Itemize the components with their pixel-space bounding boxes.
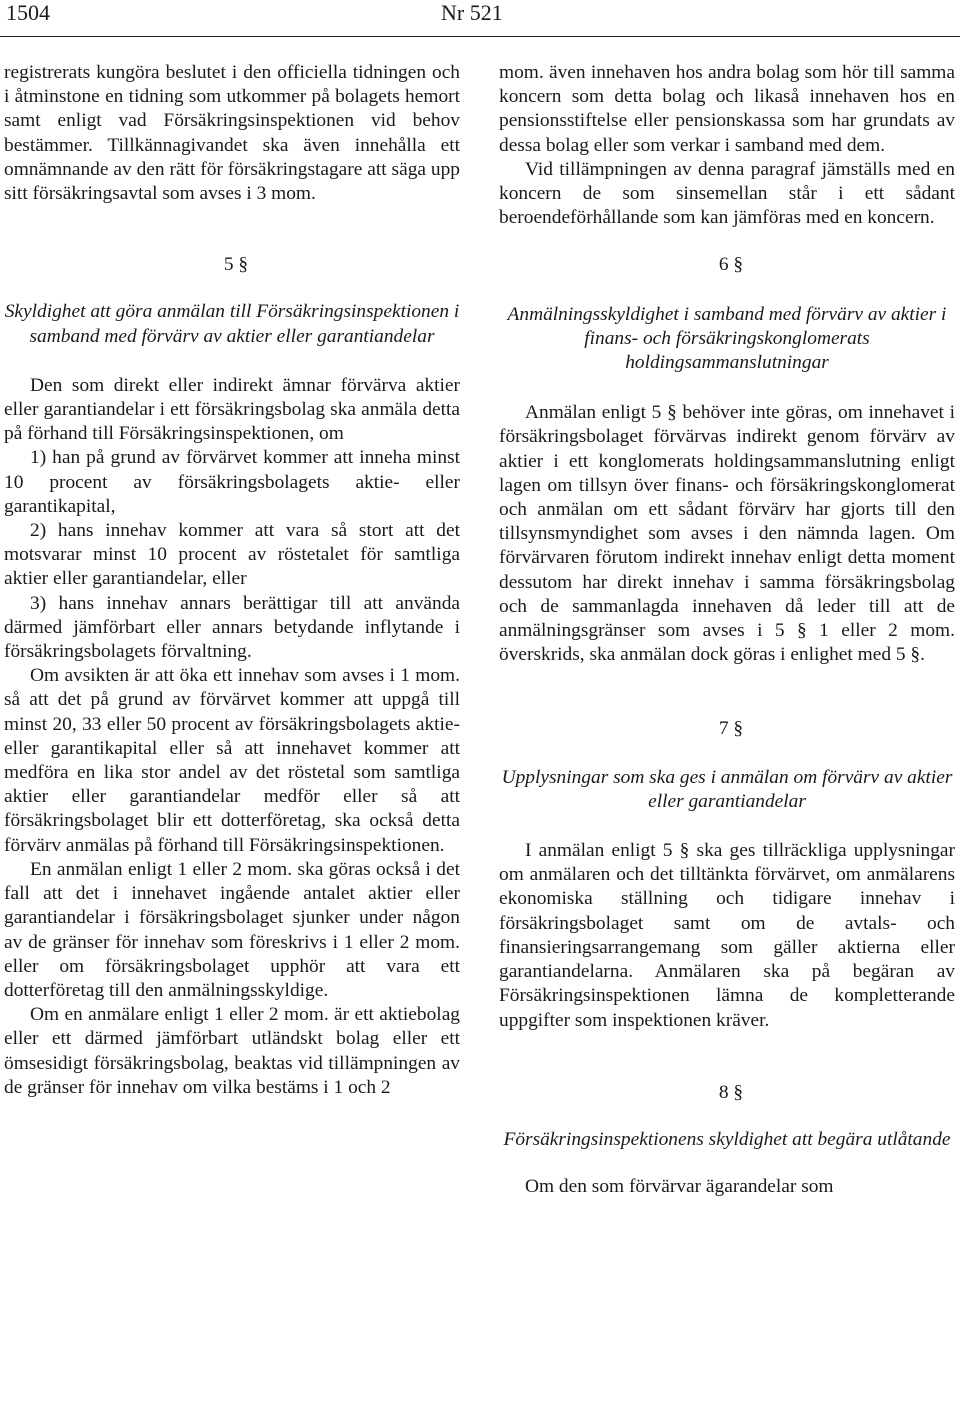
section-5-number: 5 § (223, 254, 249, 276)
section-6-number: 6 § (718, 254, 744, 276)
page-number: 1504 (6, 0, 50, 25)
section-8-heading: Försäkringsinspektionens skyldighet att begära utlåtande (503, 1128, 951, 1150)
section-5-heading: Skyldighet att göra anmälan till Försäkringsinspektionen i samband med förvärv av aktier eller garantiandelar (4, 301, 460, 347)
section-7-paragraph: I anmälan enligt 5 § ska ges tillräckliga upplysningar om anmälaren och det tilltänkta förvärvet, om anmälarens ekonomiska ställning och tidigare innehav i försäkringsbolaget samt om de avtals- och finansieringsarrangemang som gäller aktierna eller garantiandelarna. Anmälaren ska på begäran av Försäkringsinspektionen lämna de kompletterande uppgifter som inspektionen kräver. (499, 840, 955, 1031)
intro-paragraph-right: mom. även innehaven hos andra bolag som hör till samma koncern som detta bolag och likaså innehaven hos en pensionsstiftelse eller pensionskassa som har grundats av dessa bolag eller som verkar i samband med dem. (499, 62, 955, 156)
section-8-number: 8 § (718, 1081, 744, 1103)
section-5-paragraph: Den som direkt eller indirekt ämnar förvärva aktier eller garantiandelar i ett försäkringsbolag ska anmäla detta på förhand till Försäkringsinspektionen, om (4, 374, 460, 445)
left-column (4, 61, 460, 1100)
section-6-heading: Anmälningsskyldighet i samband med förvärv av aktier i finans- och försäkringskonglomerats holdingsammanslutningar (507, 303, 947, 374)
intro-paragraph-right-2: Vid tillämpningen av denna paragraf jämställs med en koncern de som sinsemellan står i ett sådant beroendeförhållande som kan jämföras med en koncern. (499, 158, 955, 229)
section-5-paragraph: Om avsikten är att öka ett innehav som avses i 1 mom. så att det på grund av förvärvet kommer att uppgå till minst 20, 33 eller 50 procent av försäkringsbolagets aktie- eller garantikapital eller så att innehavet kommer att medföra en lika stor andel av det röstetal som samtliga aktier eller garantiandelar medför eller så att försäkringsbolaget blir ett dotterföretag, ska också detta förvärv anmälas på förhand till Försäkringsinspektionen. (4, 665, 460, 856)
section-5-paragraph: 1) han på grund av förvärvet kommer att inneha minst 10 procent av försäkringsbolagets aktie- eller garantikapital, (4, 447, 460, 517)
section-5-paragraph: 3) hans innehav annars berättigar till att använda därmed jämförbart eller annars betydande inflytande i försäkringsbolagets förvaltning. (4, 592, 460, 663)
section-5-paragraph: En anmälan enligt 1 eller 2 mom. ska göras också i det fall att det i innehavet ingående antalet aktier eller garantiandelar i försäkringsbolaget sjunker under någon av de gränser för innehav som föreskrivs i 1 eller 2 mom. eller om försäkringsbolaget upphör att vara ett dotterföretag till den anmälningsskyldige. (4, 858, 460, 1001)
section-8-paragraph: Om den som förvärvar ägarandelar som (525, 1176, 834, 1198)
page-header (0, 0, 960, 40)
right-column (499, 61, 955, 1199)
section-7-number: 7 § (718, 718, 744, 740)
section-5-paragraph: 2) hans innehav kommer att vara så stort att det motsvarar minst 10 procent av röstetalet för samtliga aktier eller garantiandelar, eller (4, 520, 460, 590)
header-rule (0, 36, 960, 37)
section-5-paragraph: Om en anmälare enligt 1 eller 2 mom. är ett aktiebolag eller ett därmed jämförbart utländskt bolag eller ett ömsesidigt försäkringsbolag, beaktas vid tillämpningen av de gränser för innehav om vilka bestäms i 1 och 2 (4, 1004, 460, 1098)
issue-number: Nr 521 (441, 0, 503, 25)
section-6-paragraph: Anmälan enligt 5 § behöver inte göras, om innehavet i försäkringsbolaget förvärvas indirekt genom förvärv av aktier i ett konglomerats holdingsammanslutning enligt lagen om tillsyn över finans- och försäkringskonglomerat och anmälan om ett sådant förvärv har gjorts till den tillsynsmyndighet som avses i den nämnda lagen. Om förvärvaren förutom indirekt innehav enligt detta moment dessutom har direkt innehav i samma försäkringsbolag och de sammanlagda innehaven då leder till att de anmälningsgränser som avses i 5 § 1 eller 2 mom. överskrids, ska anmälan dock göras i enlighet med 5 §. (499, 402, 955, 666)
section-7-heading: Upplysningar som ska ges i anmälan om förvärv av aktier eller garantiandelar (501, 766, 953, 812)
intro-paragraph-left: registrerats kungöra beslutet i den officiella tidningen och i åtminstone en tidning som utkommer på bolagets hemort samt enligt vad Försäkringsinspektionen vid behov bestämmer. Tillkännagivandet ska även innehålla ett omnämnande av den rätt för försäkringstagare att säga upp sitt försäkringsavtal som avses i 3 mom. (4, 62, 460, 205)
